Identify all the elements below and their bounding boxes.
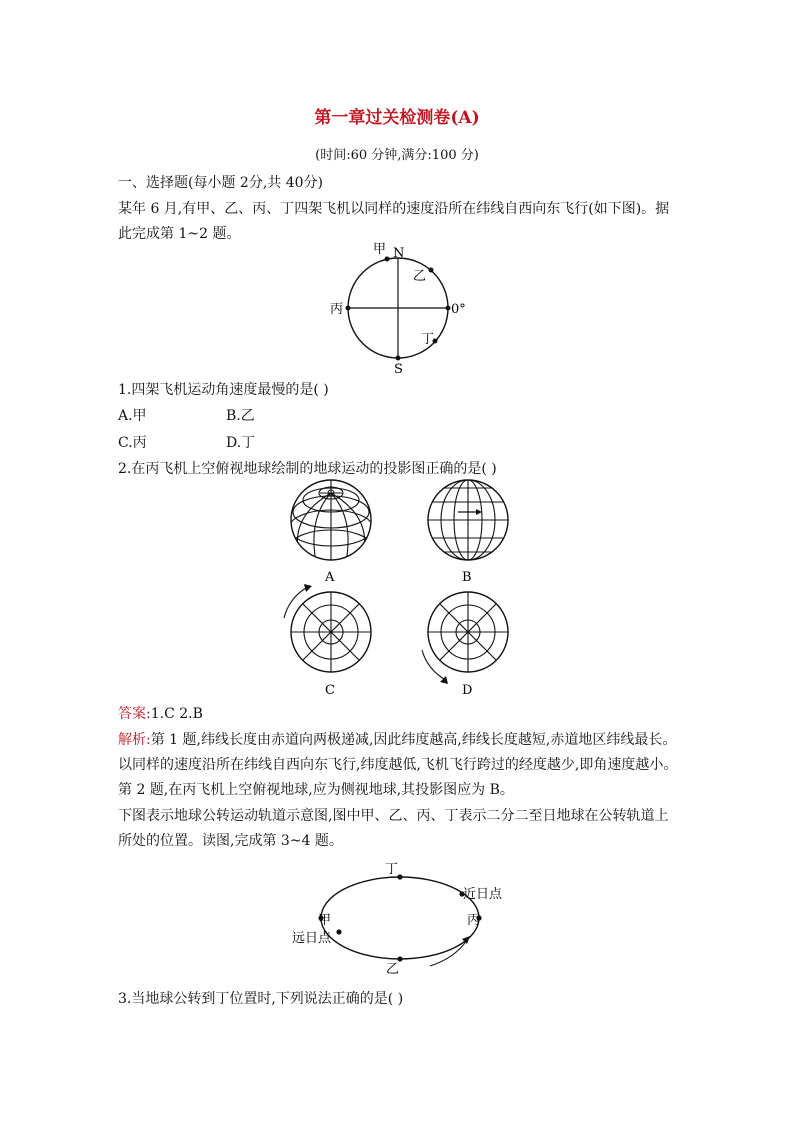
label-yi: 乙 (413, 269, 427, 284)
label-c: C (325, 683, 335, 698)
plane-yi-dot (429, 268, 434, 273)
analysis-text-1: 第 1 题,纬线长度由赤道向两极递减,因此纬度越高,纬线长度越短,赤道地区纬线最长。 (150, 732, 677, 748)
label-perihelion: 近日点 (463, 887, 503, 902)
prime-meridian-dot (446, 306, 451, 311)
option-c[interactable]: C.丙 (118, 435, 147, 451)
figure-planes-globe (325, 240, 475, 375)
aphelion-dot (336, 929, 341, 934)
question-3-stem: 3.当地球公转到丁位置时,下列说法正确的是( ) (118, 991, 404, 1007)
answer-text: 1.C 2.B (150, 706, 203, 722)
option-b-globe (428, 480, 508, 560)
label-jia: 甲 (373, 242, 387, 257)
label-bing: 丙 (330, 302, 344, 317)
option-a-globe (289, 480, 373, 562)
orbit-ding-dot (397, 874, 402, 879)
intro-text: 某年 6 月,有甲、乙、丙、丁四架飞机以同样的速度沿所在纬线自西向东飞行(如下图)。据 (118, 201, 670, 217)
plane-jia-dot (385, 257, 390, 262)
label-ding: 丁 (385, 862, 399, 877)
answer-label: 答案: (118, 706, 151, 722)
option-c-polar (284, 584, 371, 672)
label-d: D (462, 683, 473, 698)
page-title: 第一章过关检测卷(A) (314, 108, 480, 128)
orbit-yi-dot (397, 956, 402, 961)
option-b[interactable]: B.乙 (226, 408, 255, 424)
label-b: B (462, 570, 472, 585)
label-s: S (394, 362, 403, 375)
label-bing: 丙 (467, 913, 481, 928)
question-2-stem: 2.在丙飞机上空俯视地球绘制的地球运动的投影图正确的是( ) (118, 461, 497, 477)
analysis-line-2: 以同样的速度沿所在纬线自西向东飞行,纬度越低,飞机飞行跨过的经度越少,即角速度越小。 (118, 757, 678, 773)
answer-line (118, 703, 203, 723)
option-d-polar (422, 592, 508, 684)
label-n: N (393, 246, 405, 261)
label-aphelion: 远日点 (292, 931, 332, 946)
analysis-line-3: 第 2 题,在丙飞机上空俯视地球,应为侧视地球,其投影图应为 B。 (118, 782, 514, 798)
intro-text-2b: 所处的位置。读图,完成第 3~4 题。 (118, 833, 343, 849)
figure-projection-options (280, 478, 520, 700)
label-ding: 丁 (421, 332, 435, 347)
label-jia: 甲 (318, 913, 332, 928)
rotation-arrow-d (422, 650, 446, 680)
option-d[interactable]: D.丁 (226, 435, 256, 451)
question-1-stem: 1.四架飞机运动角速度最慢的是( ) (118, 382, 329, 398)
orbit-ellipse (321, 877, 479, 959)
section-heading: 一、选择题(每小题 2分,共 40分) (118, 175, 323, 191)
figure-orbit (285, 852, 520, 978)
option-a[interactable]: A.甲 (118, 408, 147, 424)
label-yi: 乙 (386, 962, 400, 977)
intro-text-2: 下图表示地球公转运动轨道示意图,图中甲、乙、丙、丁表示二分二至日地球在公转轨道上 (118, 808, 669, 824)
label-a: A (325, 570, 335, 585)
analysis-line-1 (118, 729, 676, 749)
south-pole-dot (396, 356, 401, 361)
plane-bing-dot (346, 306, 351, 311)
label-zero-degree: 0° (451, 302, 466, 317)
analysis-label: 解析: (118, 732, 151, 748)
exam-time-score: (时间:60 分钟,满分:100 分) (315, 148, 479, 163)
intro-text: 此完成第 1~2 题。 (118, 226, 241, 242)
